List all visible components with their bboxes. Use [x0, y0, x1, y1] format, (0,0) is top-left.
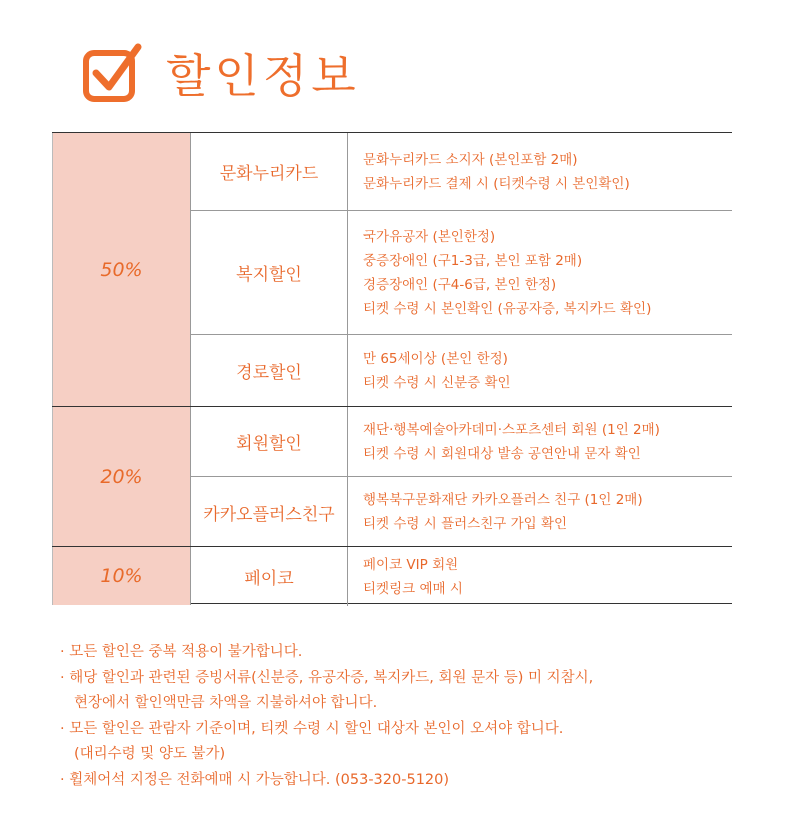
- discount-percent: 20%: [52, 407, 191, 546]
- discount-table: [52, 132, 732, 604]
- table-row: [191, 476, 732, 547]
- condition-line: 중증장애인 (구1-3급, 본인 포함 2매): [363, 252, 583, 269]
- discount-category: 문화누리카드: [191, 133, 348, 210]
- note-item: · 모든 할인은 중복 적용이 불가합니다.: [60, 644, 303, 660]
- condition-line: 문화누리카드 결제 시 (티켓수령 시 본인확인): [363, 175, 630, 192]
- condition-line: 티켓 수령 시 신분증 확인: [363, 374, 511, 391]
- condition-line: 국가유공자 (본인한정): [363, 228, 496, 245]
- note-item-continuation: (대리수령 및 양도 불가): [74, 746, 226, 762]
- table-row: [191, 334, 732, 406]
- condition-line: 경증장애인 (구4-6급, 본인 한정): [363, 276, 557, 293]
- condition-line: 재단·행복예술아카데미·스포츠센터 회원 (1인 2매): [363, 421, 660, 438]
- note-item: · 모든 할인은 관람자 기준이며, 티켓 수령 시 할인 대상자 본인이 오셔야 합니다.: [60, 720, 564, 737]
- discount-group-10: [52, 546, 732, 605]
- condition-line: 티켓 수령 시 플러스친구 가입 확인: [363, 516, 568, 532]
- table-row: [191, 210, 732, 334]
- discount-group-50: [52, 133, 732, 406]
- discount-category: 페이코: [191, 547, 348, 606]
- page-title: 할인정보: [166, 49, 360, 103]
- discount-percent: 50%: [52, 133, 191, 406]
- condition-line: 문화누리카드 소지자 (본인포함 2매): [363, 151, 578, 168]
- discount-percent: 10%: [52, 547, 191, 605]
- condition-line: 티켓 수령 시 회원대상 발송 공연안내 문자 확인: [363, 445, 641, 462]
- note-item: · 휠체어석 지정은 전화예매 시 가능합니다. (053-320-5120): [60, 771, 450, 788]
- discount-category: 복지할인: [191, 211, 348, 334]
- condition-line: 티켓링크 예매 시: [363, 580, 463, 597]
- note-item: · 해당 할인과 관련된 증빙서류(신분증, 유공자증, 복지카드, 회원 문자 등) 미 지참시,: [60, 669, 594, 686]
- checkbox-check-icon: [82, 41, 146, 105]
- condition-line: 만 65세이상 (본인 한정): [363, 350, 508, 367]
- discount-group-20: [52, 406, 732, 546]
- note-item-continuation: 현장에서 할인액만큼 차액을 지불하셔야 합니다.: [74, 695, 378, 711]
- condition-line: 페이코 VIP 회원: [363, 556, 459, 573]
- table-row: [191, 133, 732, 210]
- discount-category: 회원할인: [191, 407, 348, 476]
- discount-category: 경로할인: [191, 335, 348, 406]
- condition-line: 행복북구문화재단 카카오플러스 친구 (1인 2매): [363, 492, 643, 508]
- condition-line: 티켓 수령 시 본인확인 (유공자증, 복지카드 확인): [363, 300, 652, 317]
- header: [82, 38, 360, 108]
- discount-category: 카카오플러스친구: [191, 477, 348, 547]
- table-row: [191, 547, 732, 606]
- notes-list: [60, 640, 760, 793]
- table-row: [191, 407, 732, 476]
